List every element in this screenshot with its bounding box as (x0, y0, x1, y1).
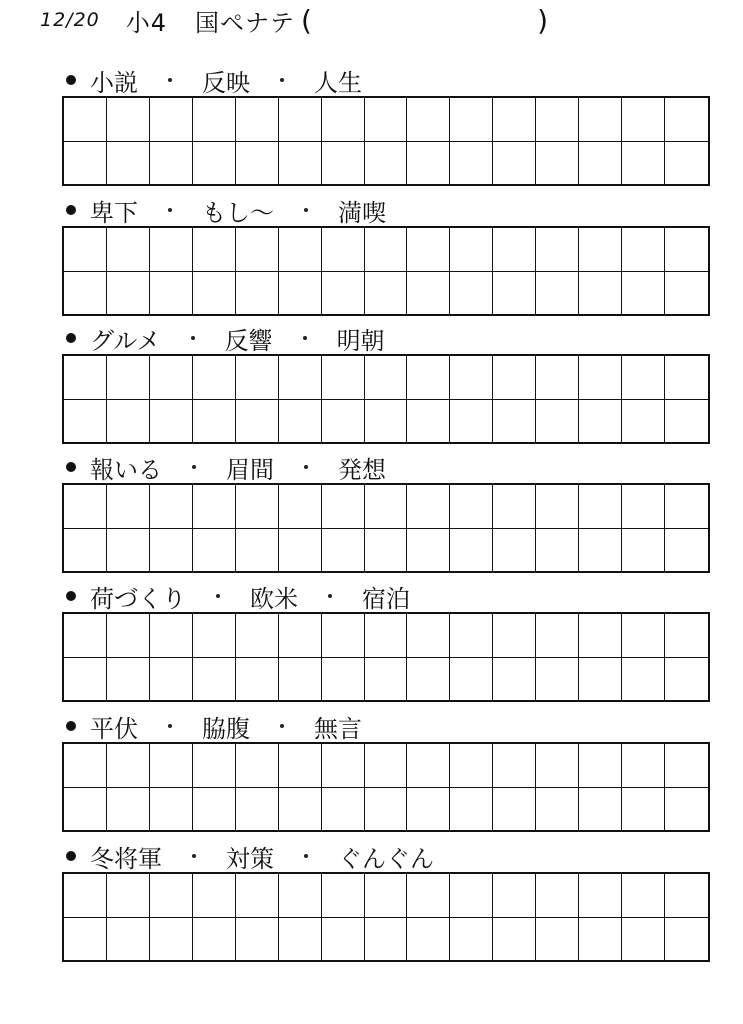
writing-cell[interactable] (322, 272, 365, 316)
writing-cell[interactable] (236, 142, 279, 186)
writing-cell[interactable] (64, 98, 107, 142)
writing-cell[interactable] (579, 228, 622, 272)
writing-cell[interactable] (236, 272, 279, 316)
writing-cell[interactable] (279, 98, 322, 142)
writing-cell[interactable] (493, 874, 536, 918)
writing-cell[interactable] (407, 529, 450, 573)
writing-cell[interactable] (107, 874, 150, 918)
writing-cell[interactable] (150, 529, 193, 573)
writing-cell[interactable] (493, 788, 536, 832)
bullet-icon (66, 205, 76, 215)
writing-cell[interactable] (536, 744, 579, 788)
writing-cell[interactable] (64, 529, 107, 573)
name-paren-open: ( (301, 3, 313, 37)
writing-cell[interactable] (493, 228, 536, 272)
writing-cell[interactable] (193, 142, 236, 186)
writing-cell[interactable] (64, 356, 107, 400)
writing-cell[interactable] (107, 98, 150, 142)
writing-cell[interactable] (365, 788, 408, 832)
vocab-word: 眉間 (226, 455, 274, 484)
writing-cell[interactable] (665, 788, 708, 832)
writing-cell[interactable] (450, 658, 493, 702)
vocab-word: 平伏 (90, 714, 138, 743)
writing-cell[interactable] (450, 788, 493, 832)
writing-cell[interactable] (407, 356, 450, 400)
writing-cell[interactable] (193, 744, 236, 788)
writing-cell[interactable] (193, 658, 236, 702)
writing-cell[interactable] (665, 874, 708, 918)
word-section (62, 840, 714, 962)
writing-cell[interactable] (236, 788, 279, 832)
separator-dot (304, 854, 308, 858)
writing-cell[interactable] (450, 400, 493, 444)
writing-cell[interactable] (536, 400, 579, 444)
writing-cell[interactable] (493, 272, 536, 316)
writing-cell[interactable] (107, 918, 150, 962)
writing-cell[interactable] (622, 918, 665, 962)
writing-cell[interactable] (622, 874, 665, 918)
writing-cell[interactable] (579, 788, 622, 832)
writing-cell[interactable] (64, 744, 107, 788)
writing-cell[interactable] (407, 400, 450, 444)
writing-cell[interactable] (665, 485, 708, 529)
writing-cell[interactable] (365, 744, 408, 788)
writing-cell[interactable] (579, 356, 622, 400)
writing-cell[interactable] (150, 658, 193, 702)
separator-dot (216, 594, 220, 598)
separator-dot (168, 78, 172, 82)
word-list-label (62, 580, 714, 612)
writing-cell[interactable] (64, 874, 107, 918)
writing-cell[interactable] (107, 400, 150, 444)
writing-cell[interactable] (236, 658, 279, 702)
name-field[interactable] (301, 4, 549, 37)
word-list-label (62, 64, 714, 96)
writing-cell[interactable] (579, 400, 622, 444)
writing-cell[interactable] (365, 356, 408, 400)
writing-cell[interactable] (236, 485, 279, 529)
writing-cell[interactable] (64, 658, 107, 702)
writing-cell[interactable] (579, 918, 622, 962)
writing-cell[interactable] (493, 400, 536, 444)
writing-cell[interactable] (236, 918, 279, 962)
word-section (62, 451, 714, 573)
grade-label: 小4 (125, 8, 168, 37)
writing-cell[interactable] (64, 228, 107, 272)
writing-cell[interactable] (665, 529, 708, 573)
writing-cell[interactable] (150, 744, 193, 788)
vocab-word: グルメ (90, 326, 161, 355)
writing-cell[interactable] (322, 788, 365, 832)
writing-cell[interactable] (279, 918, 322, 962)
writing-cell[interactable] (493, 744, 536, 788)
writing-cell[interactable] (193, 874, 236, 918)
writing-cell[interactable] (279, 400, 322, 444)
writing-cell[interactable] (407, 272, 450, 316)
writing-cell[interactable] (536, 874, 579, 918)
writing-cell[interactable] (493, 98, 536, 142)
writing-cell[interactable] (622, 788, 665, 832)
writing-cell[interactable] (365, 228, 408, 272)
bullet-icon (66, 333, 76, 343)
writing-cell[interactable] (622, 400, 665, 444)
writing-cell[interactable] (150, 918, 193, 962)
vocab-word: 宿泊 (362, 584, 410, 613)
writing-cell[interactable] (407, 744, 450, 788)
writing-cell[interactable] (493, 356, 536, 400)
writing-cell[interactable] (64, 614, 107, 658)
writing-cell[interactable] (493, 658, 536, 702)
writing-cell[interactable] (107, 228, 150, 272)
writing-cell[interactable] (365, 874, 408, 918)
writing-cell[interactable] (579, 529, 622, 573)
separator-dot (303, 336, 307, 340)
writing-cell[interactable] (322, 744, 365, 788)
writing-cell[interactable] (150, 485, 193, 529)
writing-cell[interactable] (322, 874, 365, 918)
writing-cell[interactable] (622, 356, 665, 400)
writing-cell[interactable] (622, 98, 665, 142)
writing-cell[interactable] (622, 228, 665, 272)
separator-dot (304, 208, 308, 212)
writing-cell[interactable] (579, 485, 622, 529)
writing-cell[interactable] (450, 744, 493, 788)
bullet-icon (66, 75, 76, 85)
writing-grid (62, 483, 710, 573)
writing-cell[interactable] (150, 400, 193, 444)
separator-dot (168, 724, 172, 728)
writing-cell[interactable] (236, 529, 279, 573)
writing-cell[interactable] (279, 228, 322, 272)
writing-cell[interactable] (64, 142, 107, 186)
writing-cell[interactable] (322, 485, 365, 529)
vocab-word: 冬将軍 (90, 844, 162, 873)
writing-cell[interactable] (450, 98, 493, 142)
word-list-label (62, 840, 714, 872)
writing-cell[interactable] (450, 142, 493, 186)
writing-cell[interactable] (279, 529, 322, 573)
writing-cell[interactable] (665, 356, 708, 400)
writing-cell[interactable] (193, 98, 236, 142)
vocab-word: 反映 (202, 68, 250, 97)
separator-dot (192, 465, 196, 469)
bullet-icon (66, 462, 76, 472)
writing-cell[interactable] (536, 228, 579, 272)
writing-cell[interactable] (665, 918, 708, 962)
writing-cell[interactable] (622, 658, 665, 702)
writing-cell[interactable] (107, 744, 150, 788)
vocab-word: 無言 (314, 714, 362, 743)
writing-cell[interactable] (407, 228, 450, 272)
writing-cell[interactable] (493, 485, 536, 529)
writing-cell[interactable] (322, 529, 365, 573)
writing-cell[interactable] (365, 485, 408, 529)
writing-cell[interactable] (493, 142, 536, 186)
writing-cell[interactable] (622, 142, 665, 186)
writing-cell[interactable] (665, 228, 708, 272)
writing-cell[interactable] (150, 142, 193, 186)
writing-cell[interactable] (322, 400, 365, 444)
writing-cell[interactable] (193, 614, 236, 658)
writing-grid (62, 612, 710, 702)
separator-dot (192, 854, 196, 858)
worksheet-header (40, 4, 549, 36)
writing-cell[interactable] (236, 614, 279, 658)
writing-cell[interactable] (665, 142, 708, 186)
writing-cell[interactable] (193, 918, 236, 962)
bullet-icon (66, 851, 76, 861)
writing-cell[interactable] (622, 485, 665, 529)
writing-cell[interactable] (665, 400, 708, 444)
separator-dot (191, 336, 195, 340)
writing-cell[interactable] (665, 98, 708, 142)
writing-cell[interactable] (193, 788, 236, 832)
writing-cell[interactable] (536, 614, 579, 658)
writing-cell[interactable] (279, 272, 322, 316)
word-list-label (62, 322, 714, 354)
writing-cell[interactable] (622, 529, 665, 573)
writing-cell[interactable] (450, 529, 493, 573)
vocab-word: もし〜 (202, 198, 274, 227)
writing-cell[interactable] (579, 744, 622, 788)
bullet-icon (66, 591, 76, 601)
writing-grid (62, 872, 710, 962)
writing-cell[interactable] (450, 485, 493, 529)
writing-cell[interactable] (365, 529, 408, 573)
separator-dot (328, 594, 332, 598)
writing-cell[interactable] (279, 788, 322, 832)
writing-cell[interactable] (536, 529, 579, 573)
vocab-word: ぐんぐん (338, 844, 434, 873)
writing-cell[interactable] (579, 98, 622, 142)
writing-cell[interactable] (279, 744, 322, 788)
writing-cell[interactable] (450, 918, 493, 962)
writing-cell[interactable] (236, 744, 279, 788)
writing-cell[interactable] (322, 356, 365, 400)
writing-cell[interactable] (450, 272, 493, 316)
bullet-icon (66, 721, 76, 731)
writing-cell[interactable] (107, 788, 150, 832)
word-section (62, 710, 714, 832)
writing-grid (62, 226, 710, 316)
writing-cell[interactable] (536, 918, 579, 962)
writing-cell[interactable] (322, 98, 365, 142)
writing-cell[interactable] (365, 272, 408, 316)
writing-cell[interactable] (407, 485, 450, 529)
writing-cell[interactable] (665, 658, 708, 702)
vocab-word: 荷づくり (90, 584, 186, 613)
writing-cell[interactable] (536, 272, 579, 316)
vocab-word: 脇腹 (202, 714, 250, 743)
word-list-label (62, 710, 714, 742)
writing-cell[interactable] (236, 400, 279, 444)
vocab-word: 発想 (338, 455, 386, 484)
separator-dot (304, 465, 308, 469)
writing-grid (62, 96, 710, 186)
word-section (62, 194, 714, 316)
writing-cell[interactable] (622, 744, 665, 788)
writing-cell[interactable] (450, 228, 493, 272)
writing-cell[interactable] (236, 874, 279, 918)
writing-cell[interactable] (450, 614, 493, 658)
writing-cell[interactable] (279, 614, 322, 658)
writing-cell[interactable] (365, 658, 408, 702)
writing-cell[interactable] (536, 356, 579, 400)
writing-cell[interactable] (236, 356, 279, 400)
writing-cell[interactable] (665, 744, 708, 788)
writing-cell[interactable] (107, 658, 150, 702)
writing-cell[interactable] (407, 874, 450, 918)
writing-cell[interactable] (279, 485, 322, 529)
writing-cell[interactable] (365, 400, 408, 444)
writing-cell[interactable] (64, 788, 107, 832)
writing-cell[interactable] (407, 918, 450, 962)
writing-cell[interactable] (150, 614, 193, 658)
writing-cell[interactable] (407, 142, 450, 186)
word-list-label (62, 194, 714, 226)
vocab-word: 報いる (90, 455, 162, 484)
word-section (62, 580, 714, 702)
writing-cell[interactable] (665, 614, 708, 658)
writing-cell[interactable] (493, 614, 536, 658)
writing-cell[interactable] (579, 874, 622, 918)
writing-cell[interactable] (579, 614, 622, 658)
writing-cell[interactable] (150, 98, 193, 142)
writing-cell[interactable] (64, 918, 107, 962)
vocab-word: 反響 (224, 326, 273, 355)
writing-cell[interactable] (365, 98, 408, 142)
writing-cell[interactable] (322, 142, 365, 186)
vocab-word: 卑下 (90, 198, 138, 227)
writing-cell[interactable] (193, 356, 236, 400)
vocab-word: 欧米 (250, 584, 298, 613)
writing-cell[interactable] (536, 658, 579, 702)
writing-cell[interactable] (322, 918, 365, 962)
vocab-word: 明朝 (336, 326, 385, 355)
writing-cell[interactable] (64, 272, 107, 316)
writing-cell[interactable] (493, 529, 536, 573)
writing-cell[interactable] (64, 485, 107, 529)
writing-cell[interactable] (365, 918, 408, 962)
vocab-word: 人生 (314, 68, 362, 97)
writing-cell[interactable] (493, 918, 536, 962)
name-paren-close: ) (537, 3, 550, 37)
writing-cell[interactable] (236, 228, 279, 272)
writing-cell[interactable] (107, 614, 150, 658)
writing-cell[interactable] (193, 529, 236, 573)
writing-cell[interactable] (407, 614, 450, 658)
writing-cell[interactable] (322, 658, 365, 702)
writing-cell[interactable] (536, 142, 579, 186)
vocab-word: 小説 (90, 68, 138, 97)
writing-cell[interactable] (579, 272, 622, 316)
word-section (62, 322, 714, 444)
writing-cell[interactable] (64, 400, 107, 444)
writing-cell[interactable] (407, 788, 450, 832)
separator-dot (280, 78, 284, 82)
worksheet-title: 国ペナテ (195, 8, 296, 37)
writing-cell[interactable] (279, 142, 322, 186)
writing-cell[interactable] (365, 614, 408, 658)
writing-cell[interactable] (193, 228, 236, 272)
writing-grid (62, 354, 710, 444)
writing-cell[interactable] (579, 142, 622, 186)
word-list-label (62, 451, 714, 483)
writing-cell[interactable] (407, 658, 450, 702)
writing-cell[interactable] (536, 485, 579, 529)
date-label: 12/20 (40, 9, 100, 31)
writing-cell[interactable] (665, 272, 708, 316)
writing-cell[interactable] (450, 356, 493, 400)
writing-cell[interactable] (150, 272, 193, 316)
writing-cell[interactable] (279, 356, 322, 400)
vocab-word: 満喫 (338, 198, 386, 227)
word-section (62, 64, 714, 186)
writing-cell[interactable] (536, 788, 579, 832)
writing-cell[interactable] (107, 142, 150, 186)
writing-cell[interactable] (150, 874, 193, 918)
writing-cell[interactable] (193, 485, 236, 529)
writing-cell[interactable] (322, 614, 365, 658)
writing-cell[interactable] (107, 272, 150, 316)
writing-cell[interactable] (622, 614, 665, 658)
separator-dot (280, 724, 284, 728)
writing-cell[interactable] (107, 529, 150, 573)
writing-cell[interactable] (322, 228, 365, 272)
writing-cell[interactable] (279, 658, 322, 702)
writing-cell[interactable] (107, 485, 150, 529)
writing-cell[interactable] (193, 400, 236, 444)
writing-cell[interactable] (279, 874, 322, 918)
writing-cell[interactable] (365, 142, 408, 186)
writing-cell[interactable] (450, 874, 493, 918)
writing-cell[interactable] (193, 272, 236, 316)
writing-cell[interactable] (536, 98, 579, 142)
separator-dot (168, 208, 172, 212)
writing-cell[interactable] (150, 356, 193, 400)
writing-cell[interactable] (622, 272, 665, 316)
writing-cell[interactable] (150, 788, 193, 832)
writing-cell[interactable] (107, 356, 150, 400)
writing-grid (62, 742, 710, 832)
writing-cell[interactable] (407, 98, 450, 142)
writing-cell[interactable] (150, 228, 193, 272)
writing-cell[interactable] (579, 658, 622, 702)
writing-cell[interactable] (236, 98, 279, 142)
vocab-word: 対策 (226, 844, 274, 873)
